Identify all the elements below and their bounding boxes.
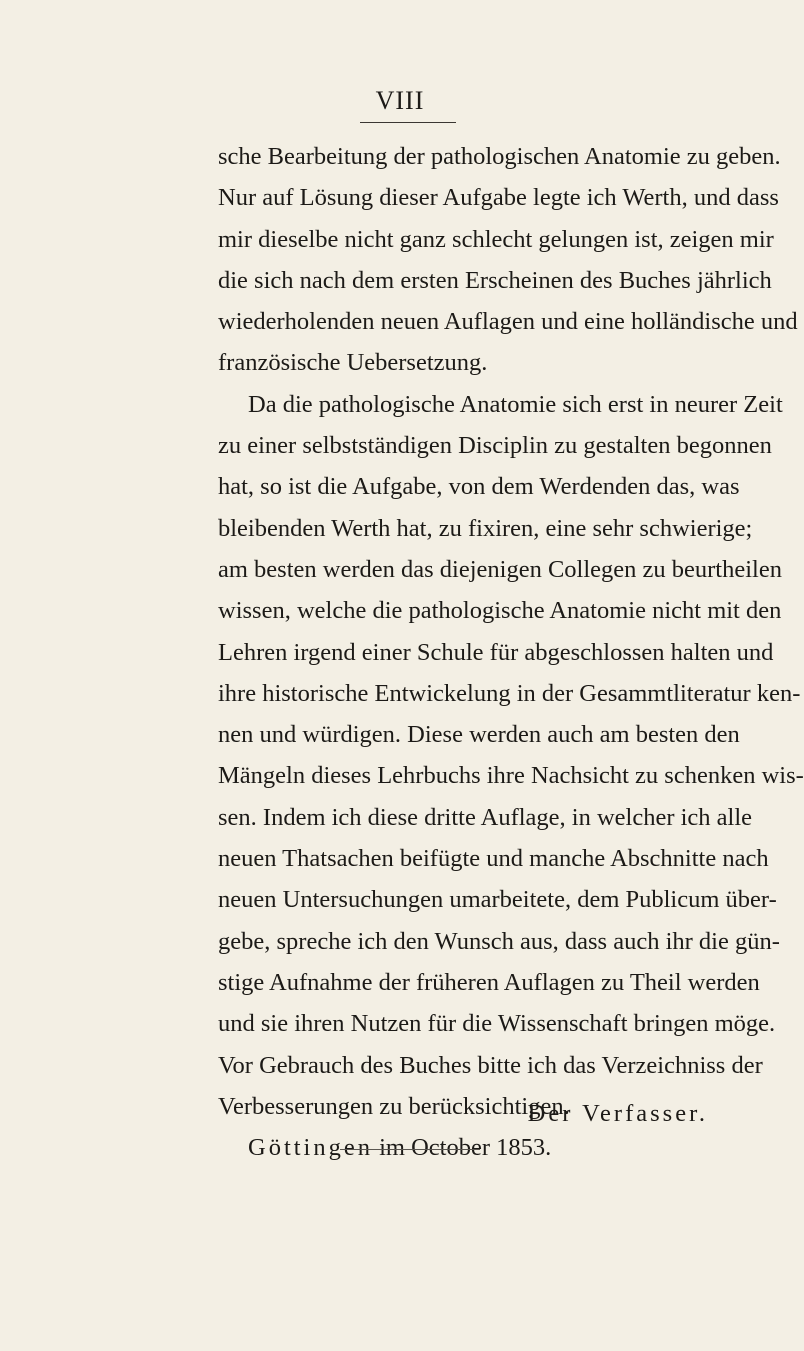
footer-rule bbox=[340, 1149, 480, 1150]
text-line: stige Aufnahme der früheren Auflagen zu Theil werden bbox=[218, 968, 760, 996]
signature-text: Der Verfasser. bbox=[527, 1100, 708, 1127]
text-line: gebe, spreche ich den Wunsch aus, dass auch ihr die gün- bbox=[218, 927, 780, 955]
text-line: Mängeln dieses Lehrbuchs ihre Nachsicht zu schenken wis- bbox=[218, 762, 804, 790]
dateline-date: im October 1853. bbox=[373, 1134, 552, 1162]
text-line: sche Bearbeitung der pathologischen Anatomie zu geben. bbox=[218, 143, 781, 170]
preface-text bbox=[218, 136, 804, 1168]
text-line: Lehren irgend einer Schule für abgeschlossen halten und bbox=[218, 638, 774, 666]
text-line: zu einer selbstständigen Disciplin zu gestalten begonnen bbox=[218, 432, 772, 460]
text-line: die sich nach dem ersten Erscheinen des Buches jährlich bbox=[218, 266, 772, 294]
text-line: sen. Indem ich diese dritte Auflage, in welcher ich alle bbox=[218, 803, 753, 831]
text-line: und sie ihren Nutzen für die Wissenschaft bringen möge. bbox=[218, 1010, 776, 1038]
text-line: mir dieselbe nicht ganz schlecht gelungen ist, zeigen mir bbox=[218, 225, 774, 253]
text-line: Nur auf Lösung dieser Aufgabe legte ich Werth, und dass bbox=[218, 184, 779, 212]
text-line: französische Uebersetzung. bbox=[218, 349, 488, 377]
text-line: Da die pathologische Anatomie sich erst in neurer Zeit bbox=[248, 390, 783, 418]
header-rule bbox=[360, 122, 456, 123]
text-line: hat, so ist die Aufgabe, von dem Werdenden das, was bbox=[218, 473, 740, 501]
text-line: ihre historische Entwickelung in der Gesammtliteratur ken- bbox=[218, 679, 801, 707]
text-line: Verbesserungen zu berücksichtigen. bbox=[218, 1092, 570, 1120]
page-number: VIII bbox=[375, 86, 425, 115]
signature bbox=[400, 1093, 708, 1134]
text-line: neuen Thatsachen beifügte und manche Abschnitte nach bbox=[218, 845, 769, 873]
text-line: Vor Gebrauch des Buches bitte ich das Verzeichniss der bbox=[218, 1051, 763, 1079]
text-line: wiederholenden neuen Auflagen und eine holländische und bbox=[218, 308, 798, 336]
text-line: bleibenden Werth hat, zu fixiren, eine sehr schwierige; bbox=[218, 514, 753, 542]
text-line: neuen Untersuchungen umarbeitete, dem Publicum über- bbox=[218, 886, 777, 914]
text-line: nen und würdigen. Diese werden auch am besten den bbox=[218, 721, 740, 749]
text-line: wissen, welche die pathologische Anatomie nicht mit den bbox=[218, 597, 782, 625]
text-line: am besten werden das diejenigen Collegen zu beurtheilen bbox=[218, 555, 782, 583]
dateline-place: Göttingen bbox=[248, 1134, 373, 1162]
